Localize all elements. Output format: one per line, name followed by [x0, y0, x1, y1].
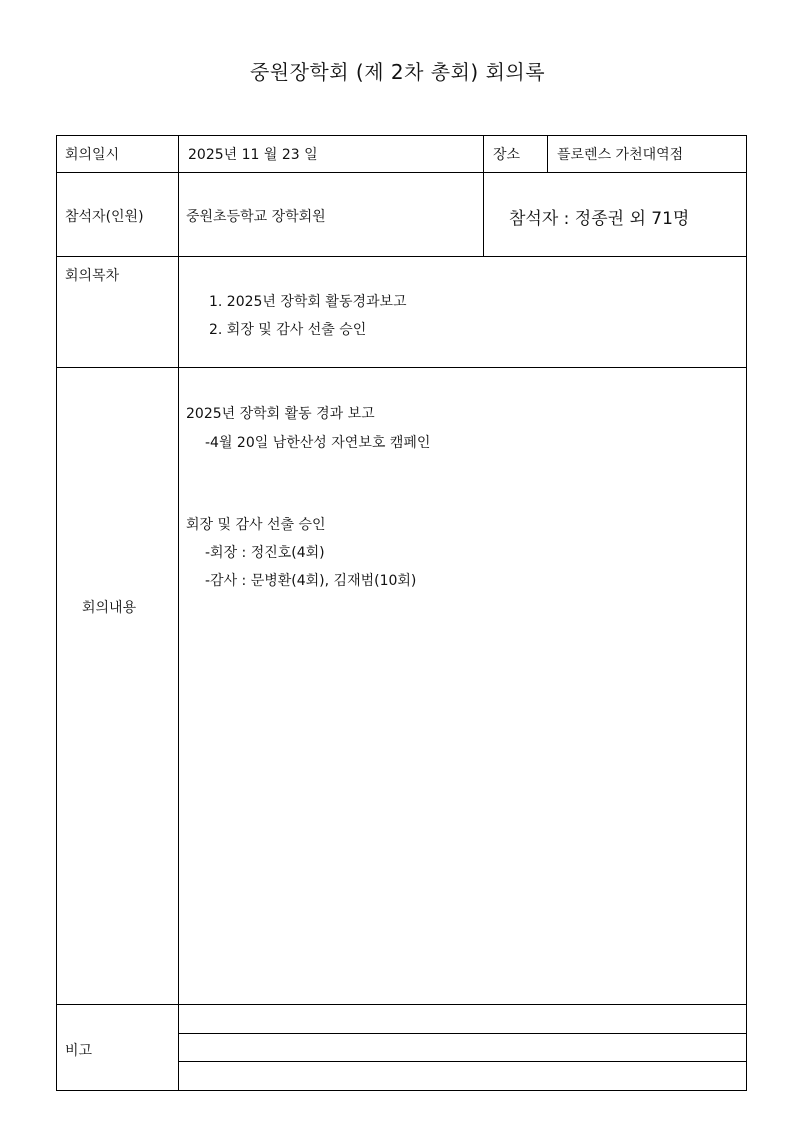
attendee-count: 참석자 : 정종권 외 71명: [509, 209, 690, 229]
date-value: 2025년 11 월 23 일: [188, 147, 318, 163]
attendees-value: 중원초등학교 장학회원: [186, 209, 326, 225]
place-label: 장소: [493, 147, 521, 163]
agenda-item: 2. 회장 및 감사 선출 승인: [209, 322, 367, 338]
content-line: -4월 20일 남한산성 자연보호 캠페인: [205, 435, 431, 451]
place-value: 플로렌스 가천대역점: [557, 147, 684, 163]
attendees-label: 참석자(인원): [65, 209, 144, 225]
content-line: -감사 : 문병환(4회), 김재범(10회): [205, 573, 417, 589]
page-title: 중원장학회 (제 2차 총회) 회의록: [249, 60, 546, 84]
content-label: 회의내용: [82, 600, 137, 616]
remarks-label: 비고: [65, 1043, 93, 1059]
agenda-item: 1. 2025년 장학회 활동경과보고: [209, 294, 407, 310]
agenda-label: 회의목차: [65, 268, 120, 284]
content-line: 회장 및 감사 선출 승인: [186, 517, 326, 533]
content-line: -회장 : 정진호(4회): [205, 545, 325, 561]
date-label: 회의일시: [65, 147, 120, 163]
content-line: 2025년 장학회 활동 경과 보고: [186, 406, 375, 422]
